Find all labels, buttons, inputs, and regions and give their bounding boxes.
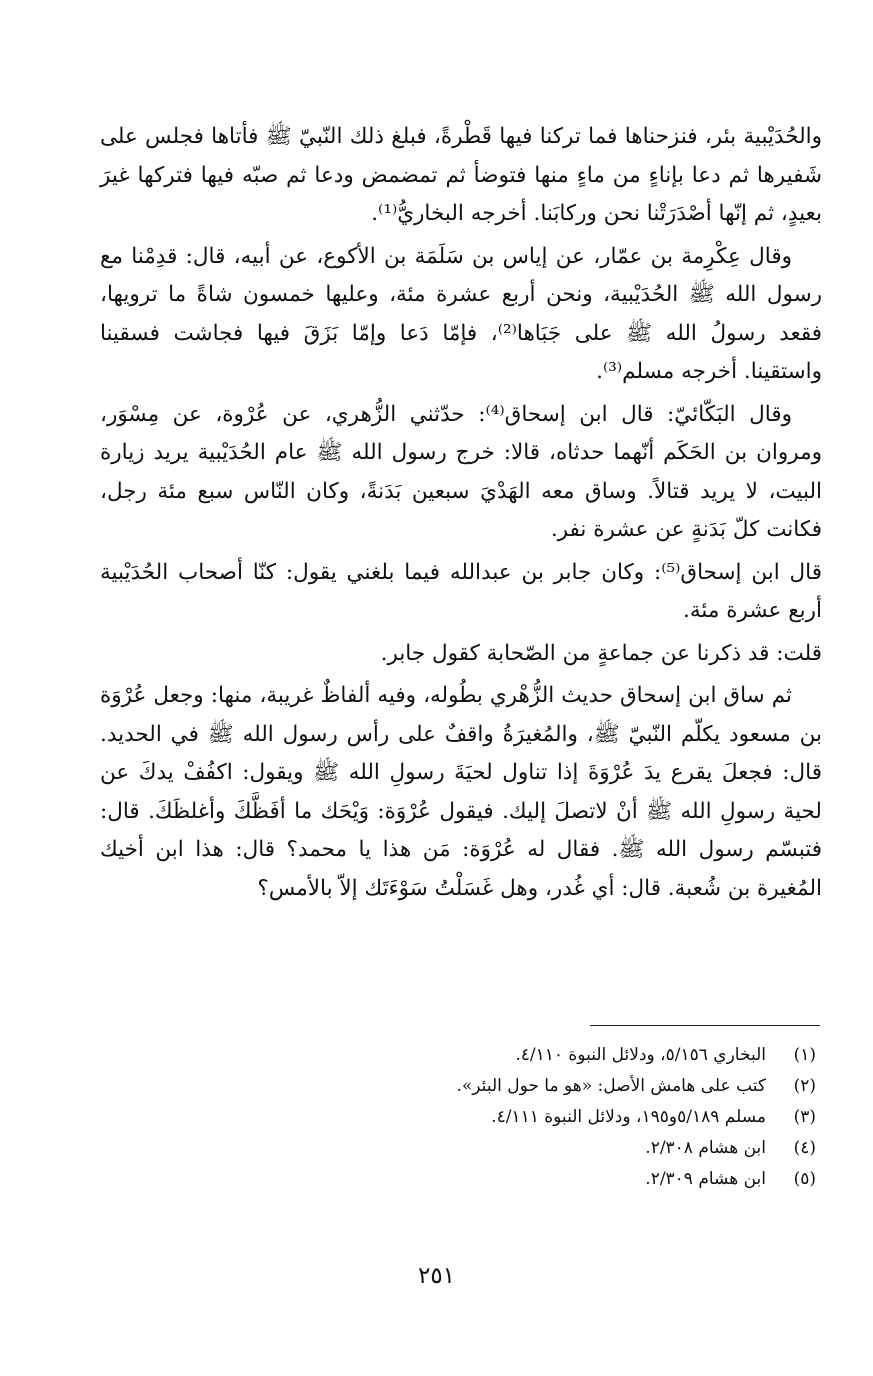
main-text: [100, 118, 822, 908]
paragraph-5: قلت: قد ذكرنا عن جماعةٍ من الصّحابة كقول جابر.: [380, 640, 822, 666]
footnote-divider: [590, 1025, 820, 1026]
footnote-text: ابن هشام ٢/٣٠٨.: [645, 1138, 766, 1158]
footnote-text: ابن هشام ٢/٣٠٩.: [645, 1169, 766, 1189]
footnote-number: (٣): [793, 1107, 816, 1127]
footnote-number: (٥): [793, 1169, 816, 1189]
footnote-number: (٤): [793, 1138, 816, 1158]
footnote-item: [100, 1133, 816, 1164]
paragraph-6: ثم ساق ابن إسحاق حديث الزُّهْري بطُوله، وفيه ألفاظٌ غريبة، منها: وجعل عُرْوَة بن مسعود يكلّم النّبيّ ﷺ، والمُغيرَةُ واقفٌ على رأس رسول الله ﷺ في الحديد. قال: فجعلَ يقرع يدَ عُرْوَةَ إذا تناول لحيَةَ رسولِ الله ﷺ ويقول: اكفُفْ يدكَ عن لحية رسولِ الله ﷺ أنْ لاتصلَ إليك. فيقول عُرْوَة: وَيْحَك ما أفَظَّكَ وأغلظَكَ. قال: فتبسّم رسول الله ﷺ. فقال له عُرْوَة: مَن هذا يا محمد؟ قال: هذا ابن أخيك المُغيرة بن شُعبة. قال: أي غُدر، وهل غَسَلْتُ سَوْءَتَك إلاّ بالأمس؟: [100, 683, 822, 901]
footnote-item: [100, 1040, 816, 1071]
page-number: ٢٥١: [417, 1263, 456, 1289]
paragraph-3: وقال البَكّائيّ: قال ابن إسحاق⁽⁴⁾: حدّثني الزُّهري، عن عُرْوة، عن مِسْوَر، ومروان بن الحَكَم أنّهما حدثاه، قالا: خرج رسول الله ﷺ عام الحُدَيْبية يريد زيارة البيت، لا يريد قتالاً. وساق معه الهَدْيَ سبعين بَدَنةً، وكان النّاس سبع مئة رجل، فكانت كلّ بَدَنةٍ عن عشرة نفر.: [100, 401, 822, 542]
paragraph-1: والحُدَيْبية بئر، فنزحناها فما تركنا فيها قَطْرةً، فبلغ ذلك النّبيّ ﷺ فأتاها فجلس على شَفيرها ثم دعا بإناءٍ من ماءٍ منها فتوضأ ثم تمضمض ودعا ثم صبّه فيها فتركها غيرَ بعيدٍ، ثم إنّها أصْدَرَتْنا نحن وركابَنا. أخرجه البخاريُّ⁽¹⁾.: [100, 124, 822, 226]
footnote-number: (٢): [793, 1076, 816, 1096]
paragraph-2: وقال عِكْرِمة بن عمّار، عن إياس بن سَلَمَة بن الأكوع، عن أبيه، قال: قدِمْنا مع رسول الله ﷺ الحُدَيْبية، ونحن أربع عشرة مئة، وعليها خمسون شاةً ما ترويها، فقعد رسولُ الله ﷺ على جَبَاها⁽²⁾، فإمّا دَعا وإمّا بَزَقَ فيها فجاشت فسقينا واستقينا. أخرجه مسلم⁽³⁾.: [100, 243, 822, 384]
page-body: [100, 118, 822, 912]
footnotes: [100, 1040, 816, 1195]
footnote-item: [100, 1164, 816, 1195]
footnote-item: [100, 1071, 816, 1102]
footnote-item: [100, 1102, 816, 1133]
footnote-number: (١): [793, 1045, 816, 1065]
footnote-text: كتب على هامش الأصل: «هو ما حول البئر».: [456, 1076, 766, 1096]
footnote-text: مسلم ٥/١٨٩و١٩٥، ودلائل النبوة ٤/١١١.: [491, 1107, 766, 1127]
paragraph-4: قال ابن إسحاق⁽⁵⁾: وكان جابر بن عبدالله فيما بلغني يقول: كنّا أصحاب الحُدَيْبية أربع عشرة مئة.: [100, 559, 822, 623]
footnote-text: البخاري ٥/١٥٦، ودلائل النبوة ٤/١١٠.: [515, 1045, 766, 1065]
